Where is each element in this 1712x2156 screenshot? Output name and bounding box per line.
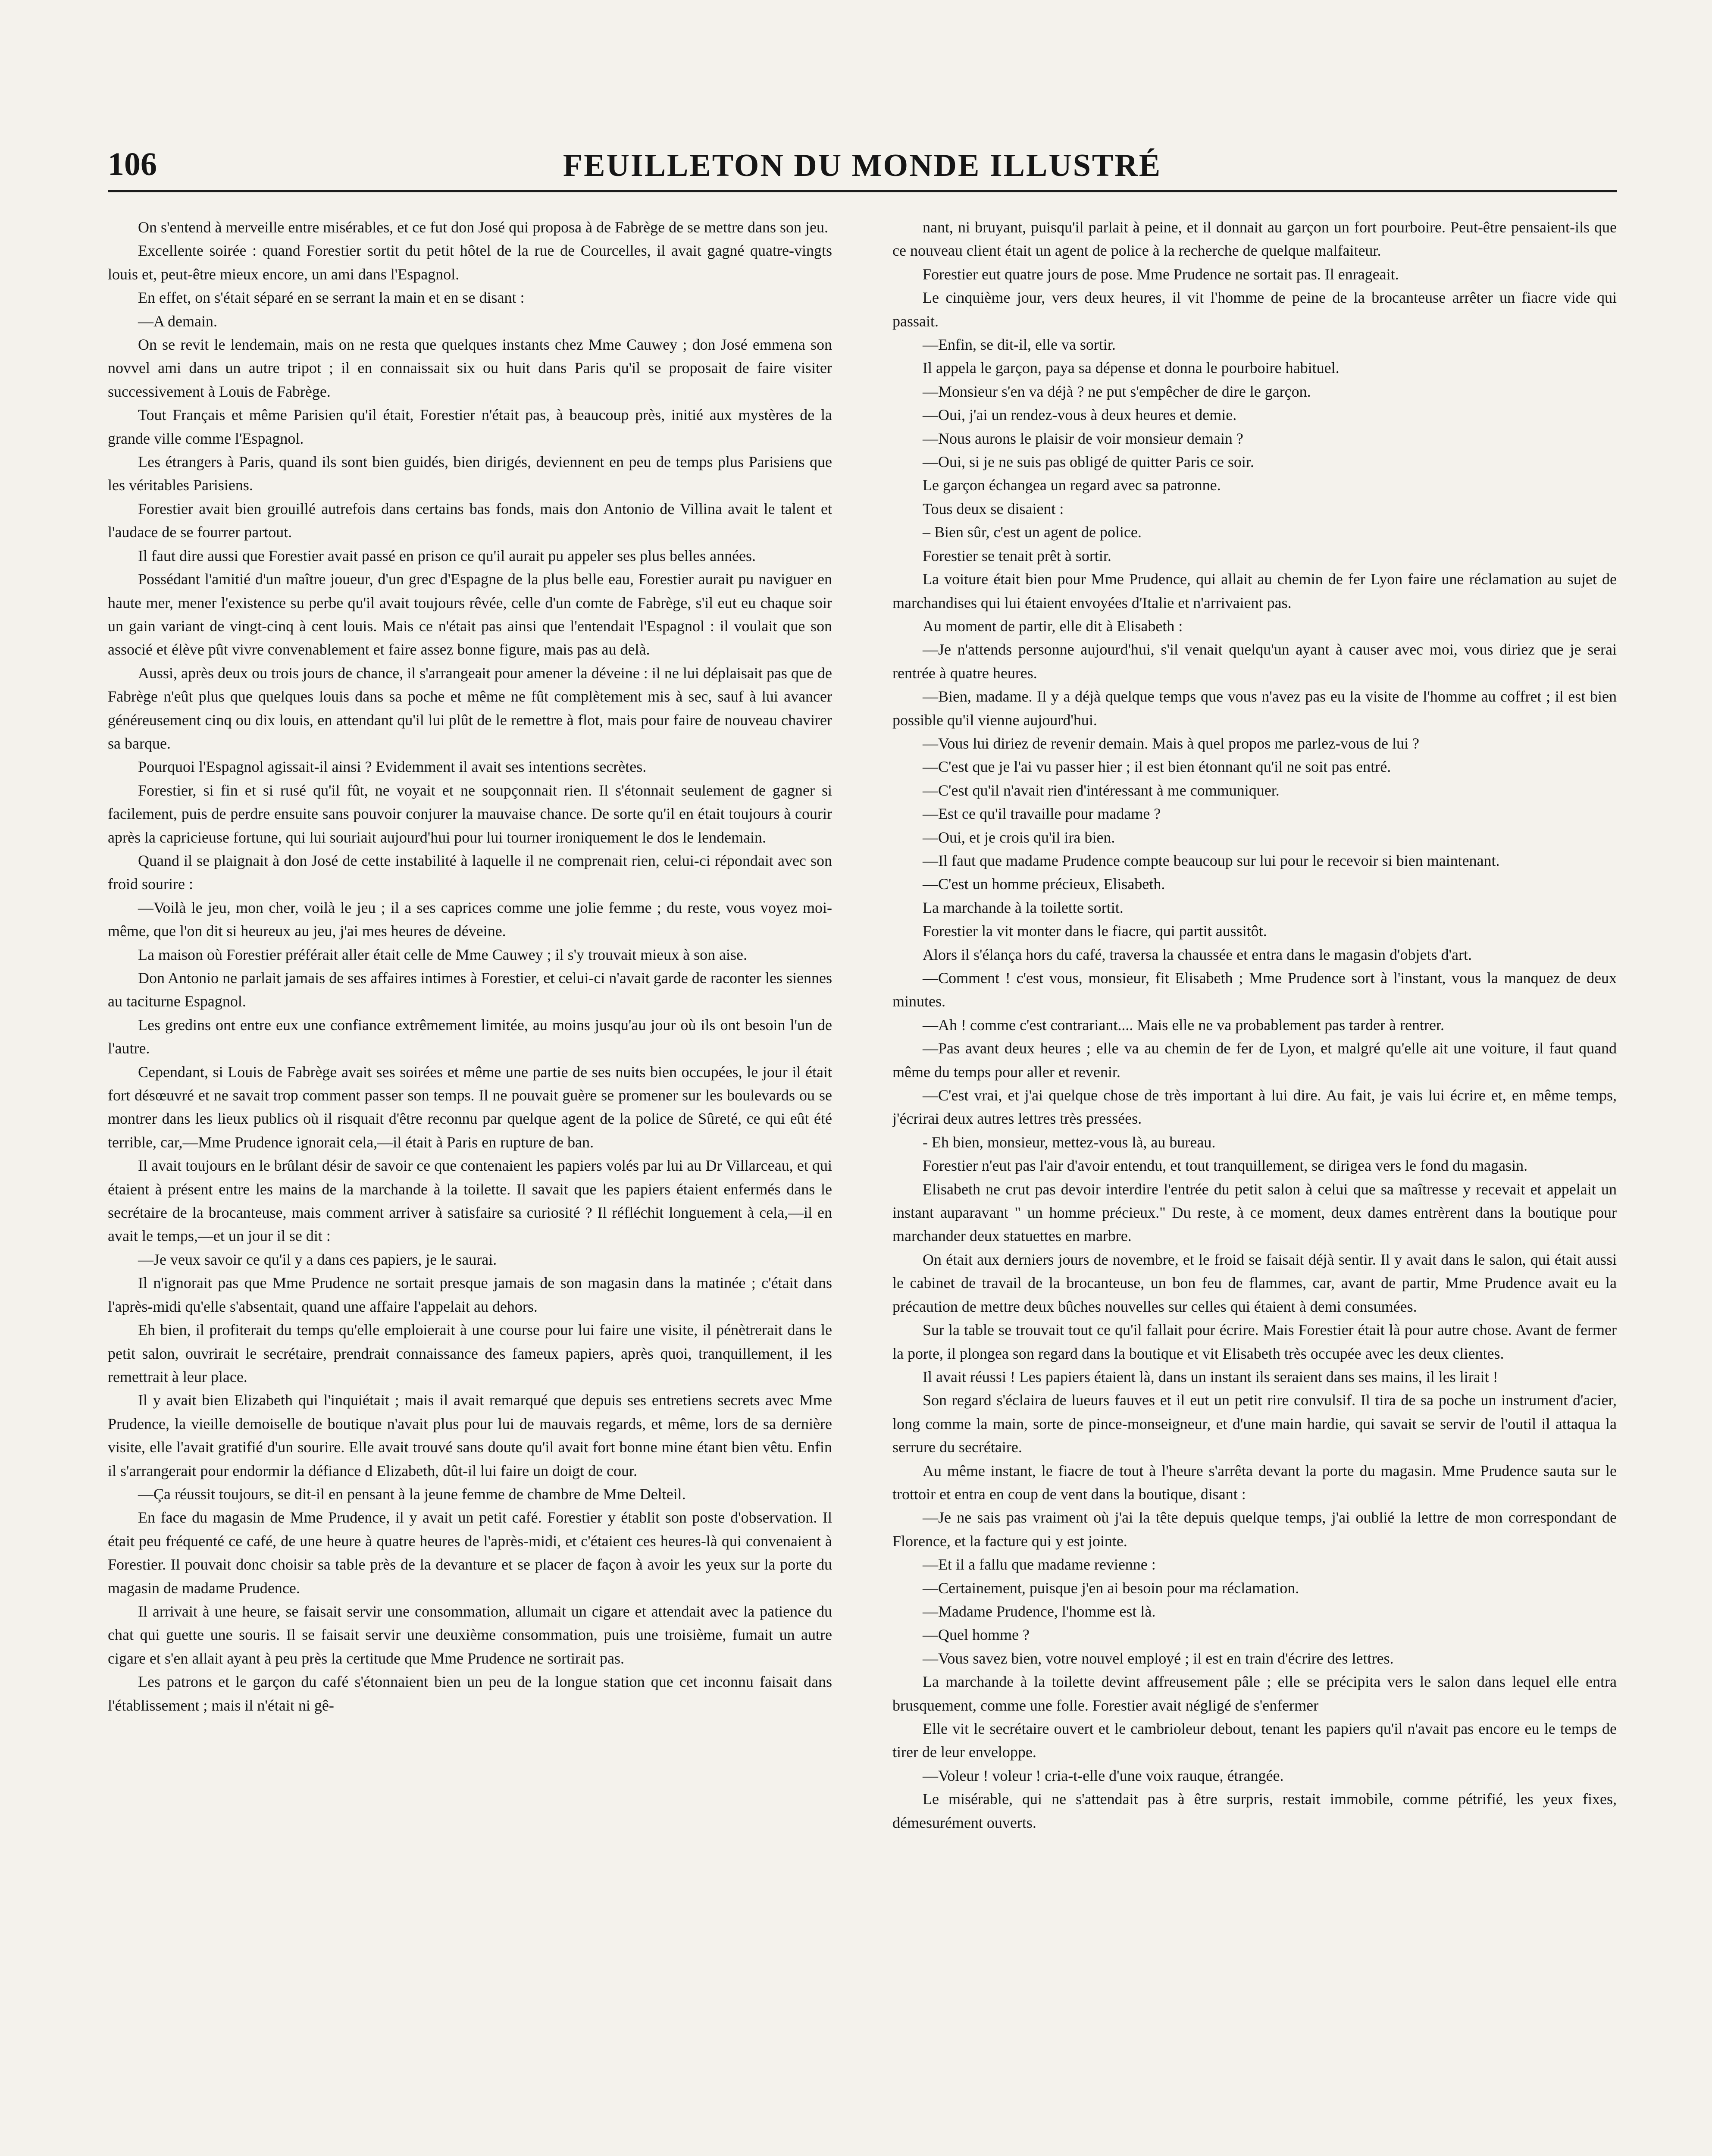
left-text-column (108, 216, 832, 2156)
paragraph: Il faut dire aussi que Forestier avait passé en prison ce qu'il aurait pu appeler ses plus belles années. (138, 547, 756, 564)
running-title: FEUILLETON DU MONDE ILLUSTRÉ (563, 148, 1162, 183)
paragraph: —Je n'attends personne aujourd'hui, s'il venait quelqu'un ayant à causer avec moi, vous diriez que je serai rentrée à quatre heures. (892, 641, 1617, 682)
paragraph: —Voilà le jeu, mon cher, voilà le jeu ; il a ses caprices comme une jolie femme ; du reste, vous voyez moi-même, que l'on dit si heureux au jeu, j'ai mes heures de déveine. (108, 899, 832, 940)
paragraph: —C'est un homme précieux, Elisabeth. (923, 875, 1165, 893)
paragraph: —Oui, et je crois qu'il ira bien. (923, 828, 1115, 846)
paragraph: La voiture était bien pour Mme Prudence, qui allait au chemin de fer Lyon faire une réclamation au sujet de marchandises qui lui étaient envoyées d'Italie et n'arrivaient pas. (892, 570, 1617, 611)
paragraph: Les patrons et le garçon du café s'étonnaient bien un peu de la longue station que cet inconnu faisait dans l'établissement ; mais il n'était ni gê- (108, 1673, 832, 1714)
paragraph: Forestier la vit monter dans le fiacre, qui partit aussitôt. (923, 922, 1267, 940)
paragraph: Les étrangers à Paris, quand ils sont bien guidés, bien dirigés, deviennent en peu de temps plus Parisiens que les véritables Parisiens. (108, 453, 832, 494)
paragraph: - Eh bien, monsieur, mettez-vous là, au bureau. (923, 1133, 1216, 1151)
paragraph: Le misérable, qui ne s'attendait pas à être surpris, restait immobile, comme pétrifié, les yeux fixes, démesurément ouverts. (892, 1790, 1617, 1831)
paragraph: Pourquoi l'Espagnol agissait-il ainsi ? Evidemment il avait ses intentions secrètes. (138, 758, 647, 776)
paragraph: Alors il s'élança hors du café, traversa la chaussée et entra dans le magasin d'objets d'art. (923, 946, 1472, 963)
paragraph: —Ça réussit toujours, se dit-il en pensant à la jeune femme de chambre de Mme Delteil. (138, 1485, 686, 1503)
paragraph: —C'est qu'il n'avait rien d'intéressant à me communiquer. (923, 781, 1280, 799)
paragraph: Il appela le garçon, paya sa dépense et donna le pourboire habituel. (923, 359, 1340, 377)
paragraph: —Oui, j'ai un rendez-vous à deux heures et demie. (923, 406, 1237, 424)
paragraph: Il avait toujours en le brûlant désir de savoir ce que contenaient les papiers volés par lui au Dr Villarceau, et qui étaient à présent entre les mains de la marchande à la toilette. Il savait que les papiers étaient enfermés dans le secrétaire de la brocanteuse, mais comment arriver à satisfaire sa curiosité ? Il réfléchit longuement à cela,—il en avait le temps,—et un jour il se dit : (108, 1157, 832, 1245)
paragraph: Don Antonio ne parlait jamais de ses affaires intimes à Forestier, et celui-ci n'avait garde de raconter les siennes au taciturne Espagnol. (108, 969, 832, 1010)
paragraph: On se revit le lendemain, mais on ne resta que quelques instants chez Mme Cauwey ; don José emmena son novvel ami dans un autre tripot ; il en connaissait six ou huit dans Paris qu'il se proposait de faire visiter successivement à Louis de Fabrège. (108, 336, 832, 400)
paragraph: —Voleur ! voleur ! cria-t-elle d'une voix rauque, étrangée. (923, 1767, 1284, 1784)
paragraph: Le garçon échangea un regard avec sa patronne. (923, 476, 1221, 494)
paragraph: Excellente soirée : quand Forestier sortit du petit hôtel de la rue de Courcelles, il avait gagné quatre-vingts louis et, peut-être mieux encore, un ami dans l'Espagnol. (108, 242, 832, 283)
paragraph: La marchande à la toilette devint affreusement pâle ; elle se précipita vers le salon dans lequel elle entra brusquement, comme une folle. Forestier avait négligé de s'enfermer (892, 1673, 1617, 1714)
paragraph: Eh bien, il profiterait du temps qu'elle emploierait à une course pour lui faire une visite, il pénètrerait dans le petit salon, ouvrirait le secrétaire, prendrait connaissance des fameux papiers, après quoi, tranquillement, il les remettrait à leur place. (108, 1321, 832, 1385)
paragraph: Il avait réussi ! Les papiers étaient là, dans un instant ils seraient dans ses mains, il les lirait ! (923, 1368, 1498, 1385)
paragraph: Elle vit le secrétaire ouvert et le cambrioleur debout, tenant les papiers qu'il n'avait pas encore eu le temps de tirer de leur enveloppe. (892, 1720, 1617, 1761)
paragraph: On était aux derniers jours de novembre, et le froid se faisait déjà sentir. Il y avait dans le salon, qui était aussi le cabinet de travail de la brocanteuse, un bon feu de flammes, car, avant de partir, Mme Prudence avait eu la précaution de mettre deux bûches nouvelles sur celles qui étaient à demi consumées. (892, 1250, 1617, 1315)
paragraph: La marchande à la toilette sortit. (923, 899, 1124, 916)
paragraph: —Bien, madame. Il y a déjà quelque temps que vous n'avez pas eu la visite de l'homme au coffret ; il est bien possible qu'il vienne aujourd'hui. (892, 688, 1617, 729)
paragraph: En effet, on s'était séparé en se serrant la main et en se disant : (138, 289, 525, 307)
paragraph: Au moment de partir, elle dit à Elisabeth : (923, 617, 1183, 635)
paragraph: —Quel homme ? (923, 1626, 1030, 1644)
paragraph: —Je ne sais pas vraiment où j'ai la tête depuis quelque temps, j'ai oublié la lettre de mon correspondant de Florence, et la facture qui y est jointe. (892, 1509, 1617, 1550)
paragraph: Possédant l'amitié d'un maître joueur, d'un grec d'Espagne de la plus belle eau, Forestier aurait pu naviguer en haute mer, mener l'existence su perbe qu'il avait toujours rêvée, celle d'un comte de Fabrège, s'il eut eu chaque soir un gain variant de vingt-cinq à cent louis. Mais ce n'était pas ainsi que l'entendait l'Espagnol : il voulait que son associé et élève pût vivre convenablement et faire assez bonne figure, mais pas au delà. (108, 570, 832, 658)
paragraph: —Et il a fallu que madame revienne : (923, 1556, 1156, 1573)
paragraph: —Monsieur s'en va déjà ? ne put s'empêcher de dire le garçon. (923, 382, 1311, 400)
paragraph: Les gredins ont entre eux une confiance extrêmement limitée, au moins jusqu'au jour où ils ont besoin l'un de l'autre. (108, 1016, 832, 1057)
paragraph: Aussi, après deux ou trois jours de chance, il s'arrangeait pour amener la déveine : il ne lui déplaisait pas que de Fabrège n'eût plus que quelques louis dans sa poche et même ne fût complètement mis à sec, sauf à lui avancer généreusement cinq ou dix louis, en attendant qu'il lui plût de le remettre à flot, mais pour faire de nouveau chavirer sa barque. (108, 664, 832, 752)
paragraph: —Enfin, se dit-il, elle va sortir. (923, 336, 1116, 354)
paragraph: —Vous savez bien, votre nouvel employé ; il est en train d'écrire des lettres. (923, 1649, 1394, 1667)
paragraph: —A demain. (138, 312, 217, 330)
paragraph: Le cinquième jour, vers deux heures, il vit l'homme de peine de la brocanteuse arrêter un fiacre vide qui passait. (892, 289, 1617, 330)
paragraph: Sur la table se trouvait tout ce qu'il fallait pour écrire. Mais Forestier était là pour autre chose. Avant de fermer la porte, il plongea son regard dans la boutique et vit Elisabeth très occupée avec les deux clientes. (892, 1321, 1617, 1362)
paragraph: Cependant, si Louis de Fabrège avait ses soirées et même une partie de ses nuits bien occupées, le jour il était fort désœuvré et ne savait trop comment passer son temps. Il ne pouvait guère se promener sur les boulevards ou se montrer dans les lieux publics où il risquait d'être reconnu par quelque agent de la police de Sûreté, ce qui eût été terrible, car,—Mme Prudence ignorait cela,—il était à Paris en rupture de ban. (108, 1063, 832, 1151)
paragraph: Tout Français et même Parisien qu'il était, Forestier n'était pas, à beaucoup près, initié aux mystères de la grande ville comme l'Espagnol. (108, 406, 832, 447)
paragraph: Forestier se tenait prêt à sortir. (923, 547, 1111, 564)
paragraph: —Madame Prudence, l'homme est là. (923, 1602, 1156, 1620)
paragraph: —Il faut que madame Prudence compte beaucoup sur lui pour le recevoir si bien maintenant. (923, 852, 1500, 869)
paragraph: —Est ce qu'il travaille pour madame ? (923, 805, 1161, 823)
paragraph: —Je veux savoir ce qu'il y a dans ces papiers, je le saurai. (138, 1250, 497, 1268)
paragraph: Forestier eut quatre jours de pose. Mme Prudence ne sortait pas. Il enrageait. (923, 265, 1399, 283)
page-number: 106 (108, 146, 157, 182)
right-text-column (892, 216, 1617, 2156)
paragraph: Il y avait bien Elizabeth qui l'inquiétait ; mais il avait remarqué que depuis ses entretiens secrets avec Mme Prudence, la vieille demoiselle de boutique n'avait plus pour lui de mauvais regards, et même, lors de sa dernière visite, elle l'avait gratifié d'un sourire. Elle avait trouvé sans doute qu'il avait fort bonne mine étant bien vêtu. Enfin il s'arrangerait pour endormir la défiance d Elizabeth, dût-il lui faire un doigt de cour. (108, 1391, 832, 1479)
paragraph: Forestier, si fin et si rusé qu'il fût, ne voyait et ne soupçonnait rien. Il s'étonnait seulement de gagner si facilement, puis de perdre ensuite sans pouvoir conjurer la mauvaise chance. De sorte qu'il en était toujours à courir après la capricieuse fortune, qui lui souriait aujourd'hui pour lui tourner ironiquement le dos le lendemain. (108, 781, 832, 846)
paragraph: —C'est que je l'ai vu passer hier ; il est bien étonnant qu'il ne soit pas entré. (923, 758, 1391, 776)
paragraph: – Bien sûr, c'est un agent de police. (923, 523, 1142, 541)
paragraph: —Nous aurons le plaisir de voir monsieur demain ? (923, 429, 1243, 447)
paragraph: nant, ni bruyant, puisqu'il parlait à peine, et il donnait au garçon un fort pourboire. Peut-être pensaient-ils que ce nouveau client était un agent de police à la recherche de quelque malfaiteur. (892, 219, 1617, 260)
paragraph: On s'entend à merveille entre misérables, et ce fut don José qui proposa à de Fabrège de se mettre dans son jeu. (138, 219, 828, 236)
paragraph: Elisabeth ne crut pas devoir interdire l'entrée du petit salon à celui que sa maîtresse y recevait et appelait un instant auparavant " un homme précieux." Du reste, à ce moment, deux dames entrèrent dans la boutique pour marchander deux statuettes en marbre. (892, 1180, 1617, 1245)
paragraph: La maison où Forestier préférait aller était celle de Mme Cauwey ; il s'y trouvait mieux à son aise. (138, 946, 748, 963)
paragraph: Forestier avait bien grouillé autrefois dans certains bas fonds, mais don Antonio de Villina avait le talent et l'audace de se fourrer partout. (108, 500, 832, 541)
paragraph: Il arrivait à une heure, se faisait servir une consommation, allumait un cigare et attendait avec la patience du chat qui guette une souris. Il se faisait servir une deuxième consommation, puis une troisième, fumait un autre cigare et s'en allait ayant à peu près la certitude que Mme Prudence ne sortirait pas. (108, 1602, 832, 1667)
paragraph: —Comment ! c'est vous, monsieur, fit Elisabeth ; Mme Prudence sort à l'instant, vous la manquez de deux minutes. (892, 969, 1617, 1010)
paragraph: Il n'ignorait pas que Mme Prudence ne sortait presque jamais de son magasin dans la matinée ; c'était dans l'après-midi qu'elle s'absentait, quand une affaire l'appelait au dehors. (108, 1274, 832, 1315)
paragraph: —Ah ! comme c'est contrariant.... Mais elle ne va probablement pas tarder à rentrer. (923, 1016, 1445, 1034)
paragraph: Forestier n'eut pas l'air d'avoir entendu, et tout tranquillement, se dirigea vers le fond du magasin. (923, 1157, 1528, 1175)
page-header (108, 142, 1617, 192)
paragraph: —Vous lui diriez de revenir demain. Mais à quel propos me parlez-vous de lui ? (923, 734, 1420, 752)
paragraph: Quand il se plaignait à don José de cette instabilité à laquelle il ne comprenait rien, celui-ci répondait avec son froid sourire : (108, 852, 832, 893)
paragraph: En face du magasin de Mme Prudence, il y avait un petit café. Forestier y établit son poste d'observation. Il était peu fréquenté ce café, de une heure à quatre heures de l'après-midi, et c'étaient ces heures-là qui convenaient à Forestier. Il pouvait donc choisir sa table près de la devanture et se placer de façon à avoir les yeux sur la porte du magasin de madame Prudence. (108, 1509, 832, 1597)
paragraph: —C'est vrai, et j'ai quelque chose de très important à lui dire. Au fait, je vais lui écrire et, en même temps, j'écrirai deux autres lettres très pressées. (892, 1087, 1617, 1128)
paragraph: Au même instant, le fiacre de tout à l'heure s'arrêta devant la porte du magasin. Mme Prudence sauta sur le trottoir et entra en coup de vent dans la boutique, disant : (892, 1462, 1617, 1503)
paragraph: —Certainement, puisque j'en ai besoin pour ma réclamation. (923, 1579, 1299, 1597)
paragraph: —Oui, si je ne suis pas obligé de quitter Paris ce soir. (923, 453, 1254, 471)
paragraph: Tous deux se disaient : (923, 500, 1064, 517)
paragraph: Son regard s'éclaira de lueurs fauves et il eut un petit rire convulsif. Il tira de sa poche un instrument d'acier, long comme la main, sorte de pince-monseigneur, et d'une main hardie, qui savait se servir de l'outil il attaqua la serrure du secrétaire. (892, 1391, 1617, 1456)
paragraph: —Pas avant deux heures ; elle va au chemin de fer de Lyon, et malgré qu'elle ait une voiture, il faut quand même du temps pour aller et revenir. (892, 1040, 1617, 1081)
